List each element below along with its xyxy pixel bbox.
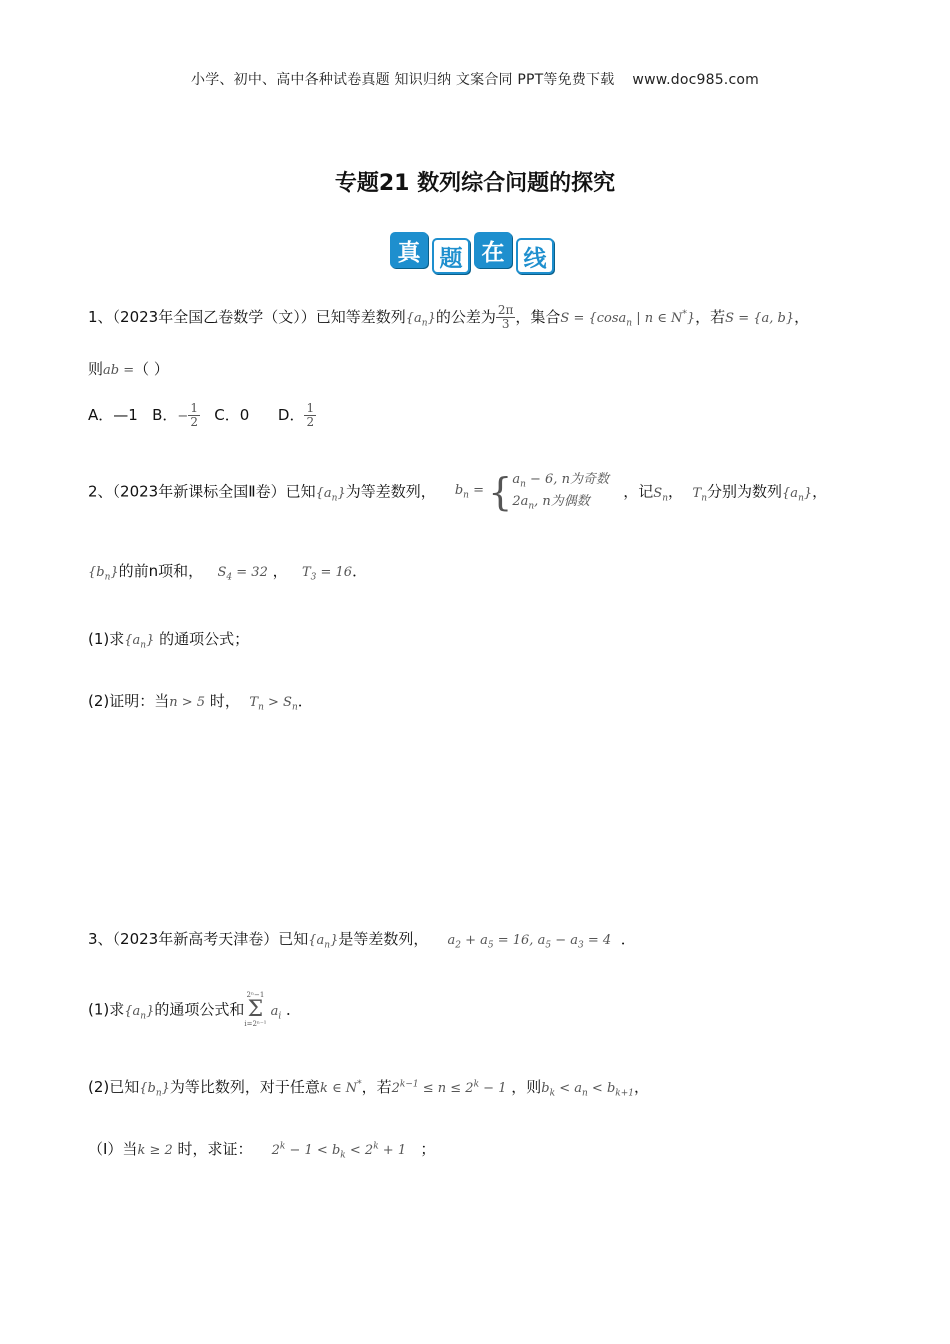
q1-text: ，集合 — [515, 308, 561, 327]
q1-text: 已知等差数列 — [315, 308, 406, 327]
q1-option-b-fraction: $\frac{1}{2}$ — [190, 401, 198, 430]
q3-number: 3、 — [88, 930, 113, 948]
q1-set: S = {cosa$_n$ | n ∈ N*} — [560, 309, 696, 329]
banner-char: 线 — [516, 238, 554, 274]
q1-set2: S = {a, b} — [725, 311, 795, 327]
q3-text: ， — [634, 1078, 650, 1096]
q2-line1 — [88, 470, 827, 514]
q2-part1-label: (1)求 — [88, 630, 125, 648]
q2-part1-text: 的通项公式； — [159, 630, 250, 648]
q2-text: ，记 — [623, 482, 654, 501]
q3-part1-text: 的通项公式和 — [154, 1000, 245, 1019]
q3-text: ． — [286, 1000, 302, 1019]
q2-text: ， — [812, 482, 828, 501]
q2-S4: $S_4 = 32$ — [217, 565, 268, 583]
q1-line1 — [88, 304, 809, 331]
q3-part1-label: (1)求 — [88, 1000, 125, 1019]
q1-text: ， — [794, 308, 810, 327]
q1-line2 — [88, 358, 169, 379]
q3-text: ； — [420, 1140, 436, 1158]
q2-text: 已知 — [285, 482, 316, 501]
q1-option-b-minus: − — [177, 409, 189, 425]
q3-k2: k ≥ 2 — [137, 1143, 173, 1158]
q2-text: 分别为数列 — [707, 482, 783, 501]
q2-seq-a3: $\{a_n\}$ — [124, 633, 155, 651]
q1-seq: $\{a_n\}$ — [405, 311, 436, 329]
header-text: 小学、初中、高中各种试卷真题 知识归纳 文案合同 PPT等免费下载 — [191, 72, 615, 88]
q3-part2 — [88, 1076, 649, 1099]
q2-part1 — [88, 628, 249, 651]
q2-n5: n > 5 — [169, 695, 206, 710]
q2-text: ． — [297, 692, 313, 710]
q3-sum-term: $a_i$ — [270, 1003, 282, 1022]
q3-summation: 2ⁿ−1 Σ i=2ⁿ⁻¹ — [244, 991, 267, 1028]
q2-text: ． — [352, 562, 368, 580]
q2-text: ， — [272, 562, 288, 580]
q3-part1 — [88, 992, 301, 1028]
q1-ab: ab = — [103, 363, 135, 378]
q1-option-b: B． — [152, 406, 178, 425]
q3-ineq2: $b_k < a_n < b_{k+1}$ — [541, 1081, 635, 1099]
q3-source: （2023年新高考天津卷） — [112, 930, 279, 948]
q1-diff-fraction: $\frac{2\pi}{3}$ — [497, 303, 514, 332]
q3-ineq1: $2^{k-1} \le n \le 2^k - 1$ — [391, 1079, 507, 1096]
q3-partI-text: 时，求证： — [177, 1140, 253, 1158]
q3-text: ，则 — [511, 1078, 542, 1096]
q1-text: 的公差为 — [435, 308, 496, 327]
q1-option-d: D． — [277, 406, 305, 425]
q2-text: 为等差数列， — [345, 482, 436, 501]
q3-part2-I — [88, 1138, 435, 1161]
q2-seq-a: $\{a_n\}$ — [315, 485, 346, 504]
q2-text: ， — [667, 482, 683, 501]
q2-number: 2、 — [88, 482, 113, 501]
q3-partI-label: （Ⅰ）当 — [88, 1140, 138, 1158]
q3-text: ． — [620, 930, 636, 948]
q3-seq-a2: $\{a_n\}$ — [124, 1003, 155, 1022]
banner-char: 真 — [390, 232, 428, 268]
page-title: 专题21 数列综合问题的探究 — [334, 171, 616, 196]
q1-number: 1、 — [88, 308, 113, 327]
q2-TnSn: $T_n > S_n$ — [249, 695, 298, 713]
q2-T3: $T_3 = 16$ — [301, 565, 353, 583]
header-url[interactable]: www.doc985.com — [632, 72, 759, 88]
q2-piecewise: $b_n$ = { $a_n - 6$, n为奇数 $2a_n$, n为偶数 — [454, 470, 609, 515]
q3-seq-b: $\{b_n\}$ — [139, 1081, 170, 1099]
q3-part2-text: 为等比数列，对于任意 — [169, 1078, 320, 1096]
banner-char: 在 — [474, 232, 512, 268]
q3-text: ，若 — [361, 1078, 392, 1096]
q1-options — [88, 402, 316, 429]
q3-equations: $a_2 + a_5 = 16$, $a_5 - a_3 = 4$ — [447, 933, 612, 951]
q1-option-c: C．0 — [214, 406, 250, 425]
q3-ineq3: $2^k - 1 < b_k < 2^k + 1$ — [271, 1141, 407, 1161]
q2-Sn: $S_n$ — [653, 485, 668, 504]
q2-line2 — [88, 560, 367, 583]
q3-line1 — [88, 928, 636, 951]
q2-part2-label: (2)证明：当 — [88, 692, 170, 710]
section-banner — [390, 232, 554, 274]
q1-text: ，若 — [695, 308, 726, 327]
q2-seq-a2: $\{a_n\}$ — [782, 485, 813, 504]
q3-text: 已知 — [278, 930, 309, 948]
q3-part2-label: (2)已知 — [88, 1078, 140, 1096]
q3-text: 是等差数列， — [338, 930, 429, 948]
q1-blank: （ ） — [134, 360, 169, 378]
q2-source: （2023年新课标全国Ⅱ卷） — [112, 482, 286, 501]
q1-option-d-fraction: $\frac{1}{2}$ — [306, 401, 315, 430]
q2-seq-b: $\{b_n\}$ — [88, 565, 119, 583]
q2-Tn: $T_n$ — [692, 485, 708, 504]
q1-text: 则 — [88, 360, 104, 378]
q1-source: （2023年全国乙卷数学（文）） — [112, 308, 316, 327]
banner-char: 题 — [432, 238, 470, 274]
q3-seq-a: $\{a_n\}$ — [308, 933, 339, 951]
q2-text: 的前n项和， — [118, 562, 204, 580]
q1-option-a: A．—1 — [88, 406, 138, 425]
q2-part2 — [88, 690, 313, 713]
page-header — [0, 69, 950, 89]
q2-part2-text: 时， — [209, 692, 240, 710]
q3-kN: k ∈ N* — [319, 1079, 362, 1096]
